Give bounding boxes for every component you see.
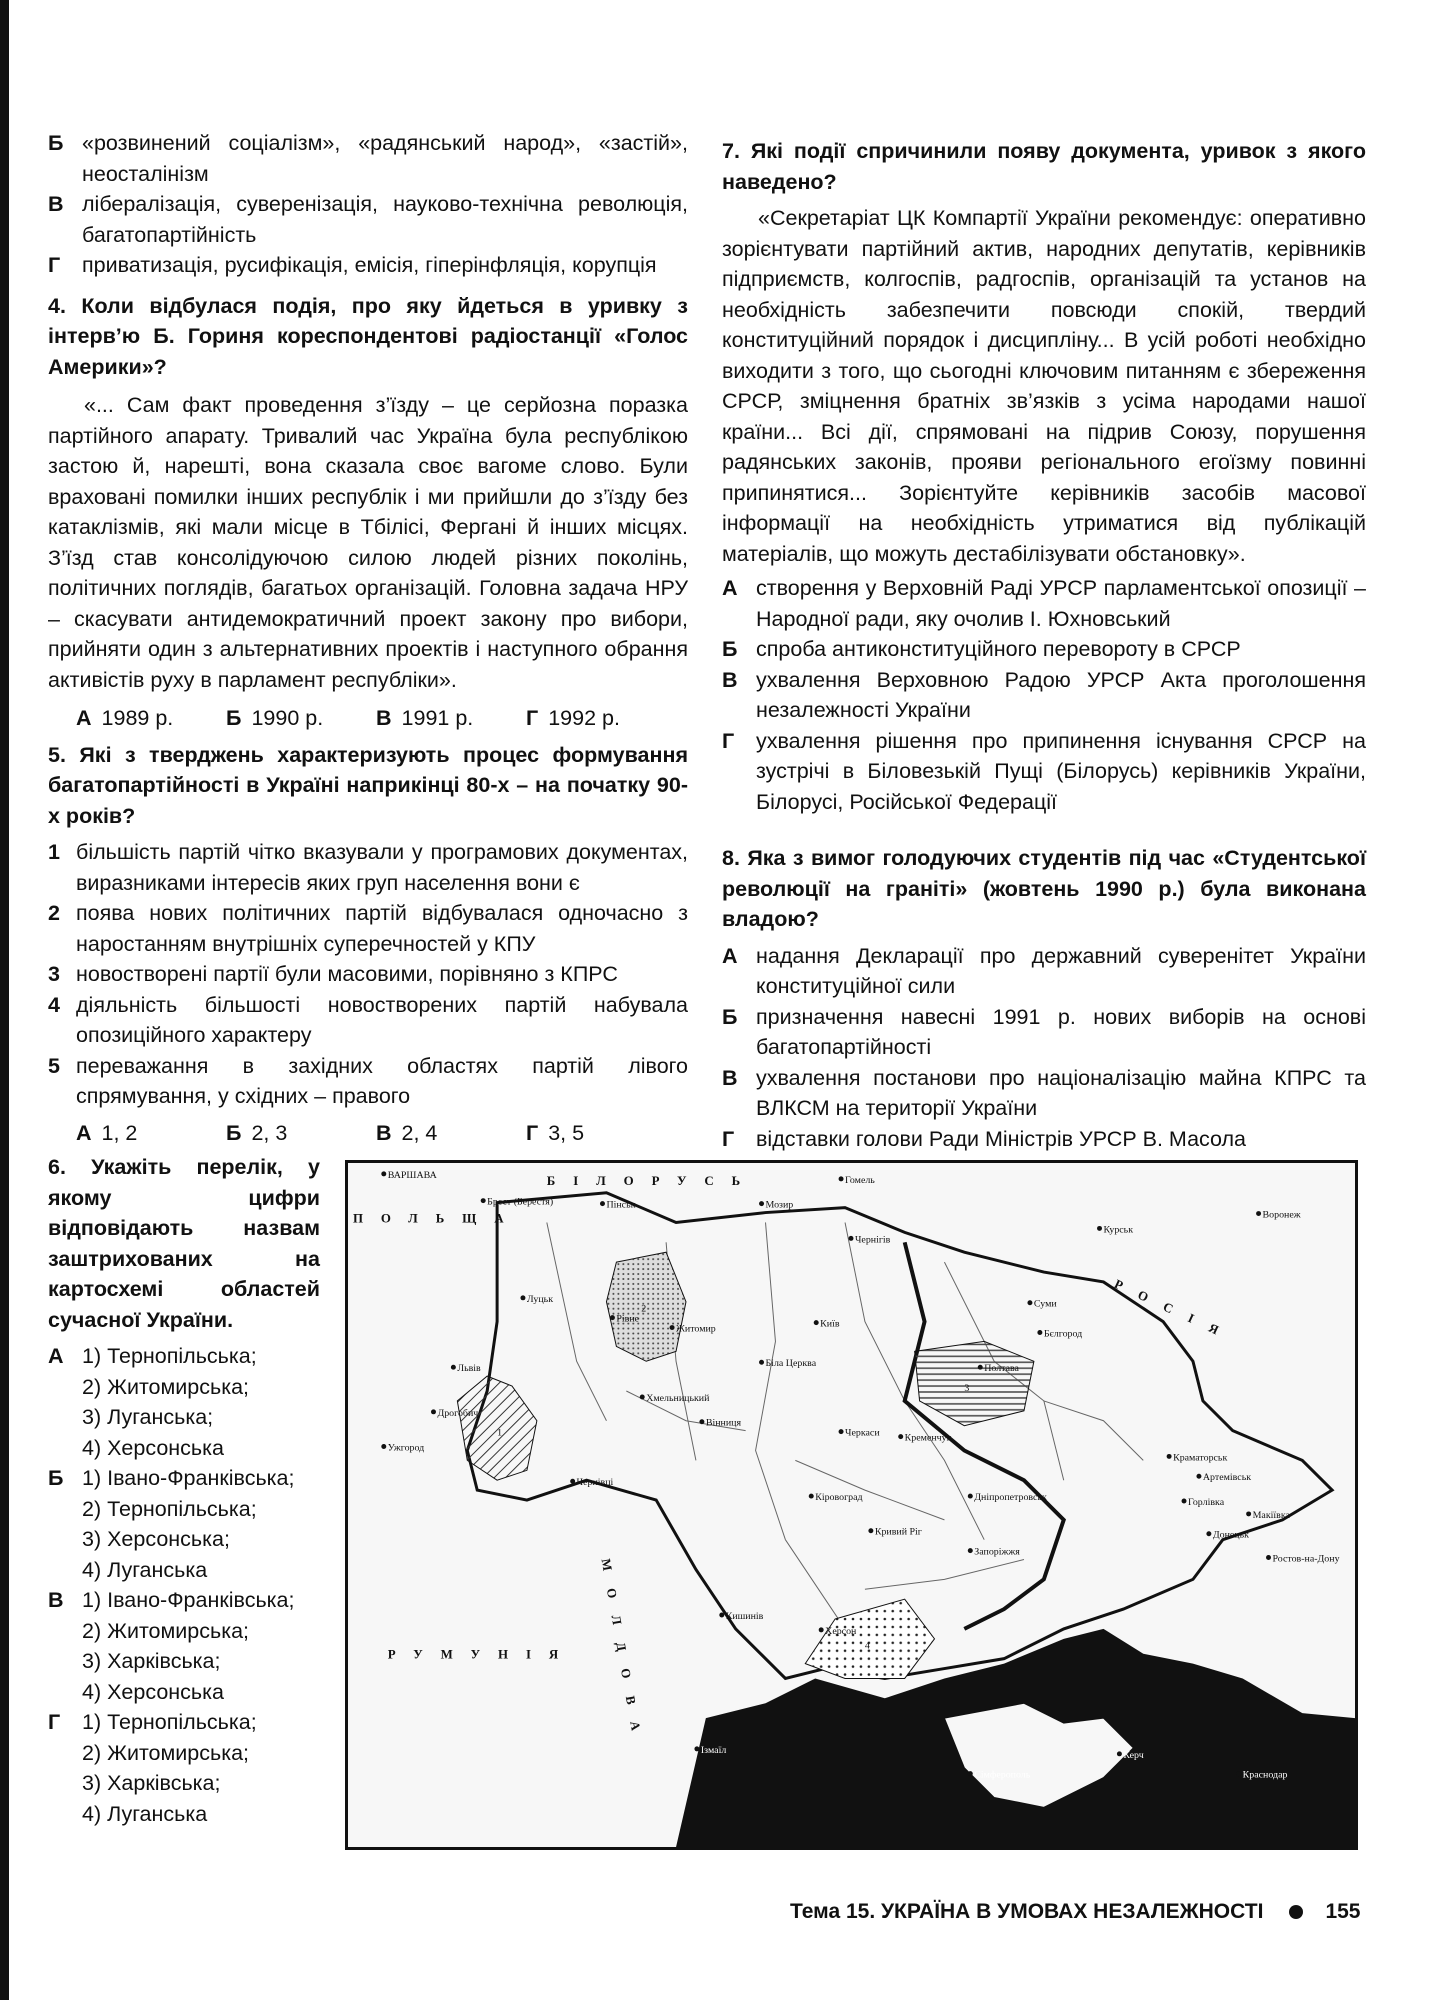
question-6	[48, 1152, 320, 1829]
city-label: Ужгород	[387, 1442, 425, 1454]
page-footer	[790, 1897, 1361, 1928]
city-dot	[968, 1494, 973, 1499]
region-2	[606, 1252, 686, 1361]
country-poland: ПОЛЬЩА	[352, 1211, 522, 1226]
question-3-options	[48, 128, 688, 281]
answer-В	[376, 1118, 526, 1149]
city-label: Херсон	[825, 1625, 857, 1637]
city-dot	[868, 1528, 873, 1533]
answer-value: 1, 2	[101, 1120, 138, 1145]
option-letter: Б	[48, 131, 64, 155]
option-letter: Г	[722, 728, 735, 753]
option-letter: В	[48, 192, 64, 216]
option-Б	[722, 1002, 1366, 1063]
left-column	[48, 128, 688, 1148]
option-item: 4) Луганська	[82, 1801, 208, 1826]
option-А	[722, 941, 1366, 1002]
city-label: Бєлгород	[1043, 1328, 1083, 1340]
city-label: Біла Церква	[765, 1358, 817, 1370]
option-В	[722, 665, 1366, 726]
option-В-item	[48, 1646, 320, 1677]
answer-value: 1989 р.	[101, 706, 174, 730]
city-dot	[1037, 1330, 1042, 1335]
option-text: поява нових політичних партій відбувалася одночасно з наростанням внутрішніх суперечностей у КПУ	[76, 901, 688, 956]
country-romania: РУМУНІЯ	[387, 1647, 577, 1662]
option-item: 4) Херсонська	[82, 1679, 224, 1704]
city-dot	[839, 1429, 844, 1434]
city-dot	[670, 1325, 675, 1330]
city-label: Гомель	[845, 1174, 875, 1186]
option-letter: 2	[48, 901, 60, 925]
city-label: Макіївка	[1252, 1509, 1290, 1521]
city-dot	[1236, 1771, 1241, 1776]
question-8	[722, 843, 1366, 1154]
option-text: «розвинений соціалізм», «радянський народ», «застій», неосталінізм	[82, 131, 688, 186]
city-label: Донецьк	[1212, 1529, 1249, 1541]
question-5-text: 5. Які з тверджень характеризують процес формування багатопартійності в Україні наприкінці 80-х – на початку 90-х років?	[48, 742, 688, 828]
answer-value: 1990 р.	[251, 706, 324, 730]
option-item: 3) Херсонська;	[82, 1527, 230, 1551]
option-Г	[48, 250, 688, 281]
option-letter: Б	[722, 1004, 738, 1029]
option-5	[48, 1051, 688, 1112]
region-4	[805, 1599, 934, 1678]
option-letter: 1	[48, 840, 60, 864]
city-dot	[1196, 1474, 1201, 1479]
answer-Б	[226, 1118, 376, 1149]
city-label: Полтава	[984, 1363, 1019, 1375]
option-3	[48, 959, 688, 990]
city-dot	[719, 1613, 724, 1618]
city-label: Артемівськ	[1202, 1472, 1252, 1484]
city-label: Київ	[820, 1318, 840, 1330]
option-item: 2) Житомирська;	[82, 1740, 250, 1765]
option-Г	[722, 1124, 1366, 1155]
option-Г-item	[48, 1707, 320, 1738]
option-text: ухвалення постанови про націоналізацію майна КПРС та ВЛКСМ на території України	[756, 1065, 1366, 1120]
city-label: Керч	[1123, 1749, 1144, 1761]
city-dot	[839, 1176, 844, 1181]
city-label: Краматорськ	[1173, 1452, 1228, 1464]
map-svg	[348, 1163, 1355, 1847]
answer-value: 2, 4	[401, 1120, 438, 1145]
answer-letter: Б	[226, 706, 242, 730]
city-dot	[1266, 1555, 1271, 1560]
region-number-3: 3	[964, 1383, 970, 1394]
option-item: 3) Луганська;	[82, 1405, 214, 1429]
city-dot	[600, 1201, 605, 1206]
country-moldova: МОЛДОВА	[598, 1557, 646, 1750]
answer-letter: Г	[526, 1120, 539, 1145]
region-number-4: 4	[864, 1640, 870, 1652]
city-dot	[1097, 1226, 1102, 1231]
question-4	[48, 291, 688, 734]
city-label: Ростов-на-Дону	[1272, 1553, 1340, 1565]
option-text: відставки голови Ради Міністрів УРСР В. Масола	[756, 1126, 1247, 1151]
option-letter: А	[722, 576, 738, 600]
answer-value: 1992 р.	[548, 706, 620, 730]
city-label: Суми	[1033, 1298, 1057, 1310]
city-dot	[898, 1434, 903, 1439]
option-letter: В	[48, 1588, 64, 1612]
city-dot	[381, 1171, 386, 1176]
answer-Г	[526, 1118, 676, 1149]
option-В-item	[48, 1585, 320, 1616]
option-letter: Г	[48, 1710, 61, 1734]
option-Б	[48, 128, 688, 189]
option-letter: В	[722, 1065, 738, 1090]
option-item: 2) Житомирська;	[82, 1618, 250, 1643]
option-letter: Б	[722, 637, 738, 661]
answer-Г	[526, 703, 676, 734]
city-label: Рівне	[616, 1313, 640, 1325]
city-dot	[570, 1479, 575, 1484]
city-label: Житомир	[676, 1323, 716, 1335]
option-text: більшість партій чітко вказували у програмових документах, виразниками інтересів яких груп населення вони є	[76, 840, 688, 895]
option-А-item	[48, 1372, 320, 1403]
option-letter: 3	[48, 962, 60, 986]
city-label: Кременчук	[904, 1432, 952, 1444]
question-6-options	[48, 1341, 320, 1829]
option-text: діяльність більшості новостворених партій набувала опозиційного характеру	[76, 992, 688, 1047]
option-text: надання Декларації про державний суверенітет України конституційної сили	[756, 943, 1366, 998]
city-label: Чернігів	[854, 1234, 891, 1246]
city-label: Чернівці	[576, 1477, 614, 1489]
option-letter: Б	[48, 1466, 64, 1490]
city-label: Сімферополь	[974, 1769, 1031, 1781]
option-Г-item	[48, 1799, 320, 1830]
option-text: створення у Верховній Раді УРСР парламентської опозиції – Народної ради, яку очолив І. Юхновський	[756, 576, 1366, 631]
city-label: Запоріжжя	[974, 1546, 1020, 1558]
city-label: Курськ	[1103, 1224, 1134, 1236]
page-edge	[0, 0, 9, 2000]
option-letter: А	[48, 1344, 64, 1368]
question-7-quote: «Секретаріат ЦК Компартії України рекомендує: оперативно зорієнтувати партійний актив, народних депутатів, керівників підприємств, колгоспів, радгоспів, організацій та установ на необхідність забезпечити повсюди спокій, твердий конституційний порядок і дисципліну... В усій роботі необхідно виходити з того, що сьогодні ключовим питанням є збереження СРСР, зміцнення братніх зв’язків з усіма народами нашої країни... Всі дії, спрямовані на підрив Союзу, порушення радянських законів, прояви регіонального егоїзму повинні припинятися... Зорієнтуйте керівників засобів масової інформації на необхідність утриматися від публікацій матеріалів, що можуть дестабілізувати обстановку».	[722, 206, 1366, 566]
option-letter: 5	[48, 1053, 60, 1078]
city-dot	[759, 1201, 764, 1206]
region-3	[915, 1341, 1034, 1425]
option-text: новостворені партії були масовими, порівняно з КПРС	[76, 962, 618, 986]
option-Б-item	[48, 1463, 320, 1494]
city-dot	[694, 1746, 699, 1751]
answer-value: 3, 5	[548, 1120, 585, 1145]
answer-letter: А	[76, 706, 92, 730]
city-dot	[809, 1494, 814, 1499]
answer-letter: Г	[526, 706, 539, 730]
city-dot	[520, 1295, 525, 1300]
option-letter: В	[722, 667, 738, 692]
city-dot	[968, 1771, 973, 1776]
option-Г	[722, 726, 1366, 818]
city-dot	[640, 1394, 645, 1399]
city-label: Вінниця	[705, 1417, 742, 1429]
option-text: спроба антиконституційного перевороту в СРСР	[756, 637, 1241, 661]
city-dot	[1027, 1300, 1032, 1305]
option-А	[722, 573, 1366, 634]
answer-letter: А	[76, 1120, 92, 1145]
option-letter: Г	[722, 1126, 735, 1151]
page-number: 155	[1325, 1900, 1361, 1923]
option-Б	[722, 634, 1366, 665]
city-dot	[1206, 1531, 1211, 1536]
option-Б-item	[48, 1555, 320, 1586]
option-item: 4) Луганська	[82, 1557, 208, 1582]
city-dot	[481, 1198, 486, 1203]
city-label: Ізмаїл	[700, 1744, 727, 1756]
bullet-icon	[1289, 1905, 1303, 1919]
city-dot	[759, 1360, 764, 1365]
region-number-2: 2	[641, 1303, 647, 1315]
city-label: Черкаси	[845, 1427, 880, 1439]
city-label: Луцьк	[526, 1293, 554, 1305]
option-text: ухвалення Верховною Радою УРСР Акта проголошення незалежності України	[756, 667, 1366, 722]
country-belarus: БІЛОРУСЬ	[546, 1173, 759, 1188]
city-label: Львів	[457, 1363, 481, 1375]
option-1	[48, 837, 688, 898]
city-dot	[849, 1236, 854, 1241]
option-А-item	[48, 1341, 320, 1372]
option-Г-item	[48, 1768, 320, 1799]
option-А-item	[48, 1402, 320, 1433]
option-Б-item	[48, 1524, 320, 1555]
question-4-quote: «... Сам факт проведення з’їзду – це серйозна поразка партійного апарату. Тривалий час Україна була республікою застою й, нарешті, вона сказала своє вагоме слово. Були враховані помилки інших республік і ми прийшли до з’їзду без катаклізмів, які мали місце в Тбілісі, Фергані й інших місцях. З’їзд став консолідуючою силою людей різних поколінь, політичних поглядів, багатьох організацій. Головна задача НРУ – скасувати антидемократичний проект закону про вибори, прийняти один з альтернативних проектів і наступного обрання активістів руху в парламент республіки».	[48, 393, 688, 692]
city-label: Брест (Берестя)	[487, 1196, 554, 1208]
question-7-text: 7. Які події спричинили появу документа, уривок з якого наведено?	[722, 139, 1366, 194]
question-7-options	[722, 573, 1366, 817]
city-dot	[431, 1409, 436, 1414]
city-dot	[1246, 1511, 1251, 1516]
option-4	[48, 990, 688, 1051]
question-8-options	[722, 941, 1366, 1155]
question-5	[48, 740, 688, 1149]
question-4-answers	[76, 703, 688, 734]
city-dot	[1256, 1211, 1261, 1216]
option-Б-item	[48, 1494, 320, 1525]
city-label: Пінськ	[606, 1199, 636, 1211]
option-item: 3) Харківська;	[82, 1649, 221, 1673]
option-item: 3) Харківська;	[82, 1771, 221, 1795]
region-number-1: 1	[497, 1427, 503, 1439]
city-label: Воронеж	[1262, 1209, 1301, 1221]
option-В	[48, 189, 688, 250]
city-dot	[1182, 1499, 1187, 1504]
city-dot	[451, 1365, 456, 1370]
option-item: 4) Херсонська	[82, 1435, 224, 1460]
question-8-text: 8. Яка з вимог голодуючих студентів під час «Студентської революції на граніті» (жовтень 1990 р.) була виконана владою?	[722, 846, 1366, 931]
city-label: ВАРШАВА	[387, 1169, 437, 1181]
city-label: Кривий Ріг	[874, 1526, 922, 1538]
option-letter: А	[722, 943, 738, 968]
footer-topic: Тема 15. УКРАЇНА В УМОВАХ НЕЗАЛЕЖНОСТІ	[790, 1900, 1264, 1923]
city-label: Мозир	[765, 1199, 794, 1211]
city-dot	[968, 1548, 973, 1553]
option-item: 2) Житомирська;	[82, 1374, 250, 1399]
answer-letter: В	[376, 1120, 392, 1145]
city-dot	[610, 1315, 615, 1320]
answer-letter: Б	[226, 1120, 242, 1145]
option-text: лібералізація, суверенізація, науково-технічна революція, багатопартійність	[82, 192, 688, 247]
option-item: 2) Тернопільська;	[82, 1496, 257, 1521]
country-russia: РОСІЯ	[1112, 1276, 1237, 1345]
city-dot	[978, 1365, 983, 1370]
option-item: 1) Івано-Франківська;	[82, 1588, 295, 1612]
option-Г-item	[48, 1738, 320, 1769]
option-text: ухвалення рішення про припинення існування СРСР на зустрічі в Біловезькій Пущі (Білорусь) керівників України, Білорусі, Російської Федерації	[756, 728, 1366, 814]
option-letter: 4	[48, 992, 60, 1017]
answer-А	[76, 703, 226, 734]
answer-value: 2, 3	[251, 1120, 288, 1145]
option-text: переважання в західних областях партій лівого спрямування, у східних – правого	[76, 1053, 688, 1108]
city-dot	[814, 1320, 819, 1325]
option-В	[722, 1063, 1366, 1124]
option-А-item	[48, 1433, 320, 1464]
city-dot	[1117, 1751, 1122, 1756]
answer-А	[76, 1118, 226, 1149]
option-text: призначення навесні 1991 р. нових виборів на основі багатопартійності	[756, 1004, 1366, 1059]
city-dot	[1167, 1454, 1172, 1459]
answer-В	[376, 703, 526, 734]
city-label: Кишинів	[725, 1611, 764, 1622]
city-dot	[699, 1419, 704, 1424]
city-label: Дніпропетровськ	[974, 1492, 1047, 1504]
question-4-text: 4. Коли відбулася подія, про яку йдеться в уривку з інтерв’ю Б. Гориня кореспондентові радіостанції «Голос Америки»?	[48, 293, 688, 379]
option-item: 1) Тернопільська;	[82, 1710, 257, 1734]
option-item: 1) Тернопільська;	[82, 1344, 257, 1368]
option-В-item	[48, 1616, 320, 1647]
question-6-text: 6. Укажіть перелік, у якому цифри відповідають назвам заштрихованих на картосхемі областей сучасної України.	[48, 1155, 320, 1332]
answer-value: 1991 р.	[401, 706, 474, 730]
option-letter: Г	[48, 253, 61, 277]
option-item: 1) Івано-Франківська;	[82, 1466, 295, 1490]
city-label: Хмельницький	[646, 1392, 710, 1404]
question-5-answers	[76, 1118, 688, 1149]
city-label: Краснодар	[1242, 1769, 1288, 1781]
right-column	[722, 136, 1366, 1154]
option-text: приватизація, русифікація, емісія, гіперінфляція, корупція	[82, 253, 657, 277]
answer-letter: В	[376, 706, 392, 730]
city-label: Кіровоград	[815, 1492, 863, 1504]
option-В-item	[48, 1677, 320, 1708]
question-5-items	[48, 837, 688, 1112]
answer-Б	[226, 703, 376, 734]
city-dot	[819, 1627, 824, 1632]
city-dot	[381, 1444, 386, 1449]
option-2	[48, 898, 688, 959]
map-schema	[345, 1160, 1358, 1850]
city-label: Горлівка	[1187, 1497, 1225, 1508]
city-label: Дрогобич	[437, 1407, 479, 1419]
